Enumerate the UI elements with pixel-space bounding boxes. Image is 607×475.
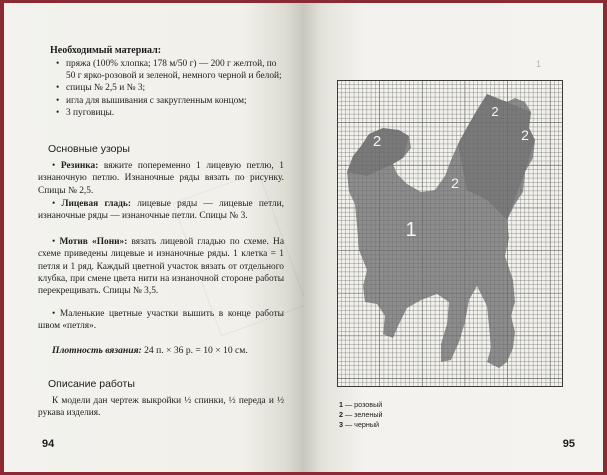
- material-item: • 3 пуговицы.: [48, 107, 283, 119]
- area-color-label: 1: [405, 219, 417, 241]
- area-color-label: 2: [372, 133, 382, 150]
- legend-text: — зеленый: [343, 410, 383, 419]
- small-areas-paragraph: • Маленькие цветные участки вышить в конце работы швом «петля».: [38, 309, 284, 332]
- patterns-heading: Основные узоры: [48, 143, 130, 155]
- rib-term: Резинка:: [60, 161, 99, 171]
- motif-paragraph: • Мотив «Пони»: вязать лицевой гладью по схеме. На схеме приведены лицевые и изнаночные ряды. 1 клетка = 1 петля и 1 ряд. Каждый цветной участок вязать от отдельного клубка, при смене цвета нити на изнаночной стороне работы перекрещивать. Спицы № 3,5.: [38, 237, 284, 297]
- materials-title: Необходимый материал:: [50, 45, 162, 56]
- rib-paragraph: • Резинка: вяжите попеременно 1 лицевую петлю, 1 изнаночную петлю. Изнаночные ряды вязать по рисунку. Спицы № 2,5.: [38, 161, 284, 196]
- gauge-label: Плотность вязания:: [52, 345, 142, 356]
- page-number-right: 95: [562, 438, 575, 450]
- legend-number: 1: [339, 400, 343, 409]
- stockinette-text: лицевые ряды — лицевые петли, изнаночные ряды — изнаночные петли. Спицы № 3.: [38, 199, 284, 222]
- area-color-label: 2: [521, 127, 529, 143]
- legend-number: 3: [339, 420, 343, 429]
- legend-text: — черный: [343, 420, 380, 429]
- left-page: [4, 3, 304, 472]
- motif-term: Мотив «Пони»:: [59, 237, 128, 247]
- right-page: [304, 3, 603, 472]
- show-through-number: 1: [536, 59, 542, 69]
- material-item: • пряжа (100% хлопка; 178 м/50 г) — 200 г желтой, по 50 г ярко-розовой и зеленой, немного черной и белой;: [48, 58, 283, 82]
- legend-number: 2: [339, 410, 343, 419]
- legend-item-green: [339, 410, 383, 420]
- material-item: • игла для вышивания с закругленным концом;: [48, 95, 283, 107]
- legend-item-black: [339, 420, 383, 430]
- materials-list: [48, 58, 283, 119]
- gauge-value: 24 п. × 36 р. = 10 × 10 см.: [141, 345, 248, 356]
- work-heading: Описание работы: [48, 378, 135, 390]
- small-areas-text: Маленькие цветные участки вышить в конце работы швом «петля».: [38, 309, 284, 332]
- work-paragraph: К модели дан чертеж выкройки ½ спинки, ½ переда и ½ рукава изделия.: [38, 396, 284, 419]
- legend-text: — розовый: [343, 400, 383, 409]
- stockinette-paragraph: • Лицевая гладь: лицевые ряды — лицевые петли, изнаночные ряды — изнаночные петли. Спицы № 3.: [38, 199, 284, 222]
- open-book: [4, 3, 603, 472]
- area-color-label: 2: [491, 104, 499, 119]
- gauge-line: [52, 345, 248, 356]
- material-item: • спицы № 2,5 и № 3;: [48, 82, 283, 94]
- area-color-label: 2: [451, 175, 459, 191]
- motif-text: вязать лицевой гладью по схеме. На схеме приведены лицевые и изнаночные ряды. 1 клетка = 1 петля и 1 ряд. Каждый цветной участок вязать от отдельного клубка, при смене цвета нити на изнаночной стороне работы перекрещивать. Спицы № 3,5.: [38, 237, 284, 297]
- stockinette-term: Лицевая гладь:: [61, 199, 131, 209]
- pony-chart: [337, 80, 563, 387]
- legend-item-pink: [339, 400, 383, 410]
- rib-text: вяжите попеременно 1 лицевую петлю, 1 изнаночную петлю. Изнаночные ряды вязать по рисунку. Спицы № 2,5.: [38, 161, 284, 196]
- chart-legend: [339, 400, 383, 430]
- page-number-left: 94: [42, 438, 55, 450]
- pony-chart-svg: [337, 80, 563, 387]
